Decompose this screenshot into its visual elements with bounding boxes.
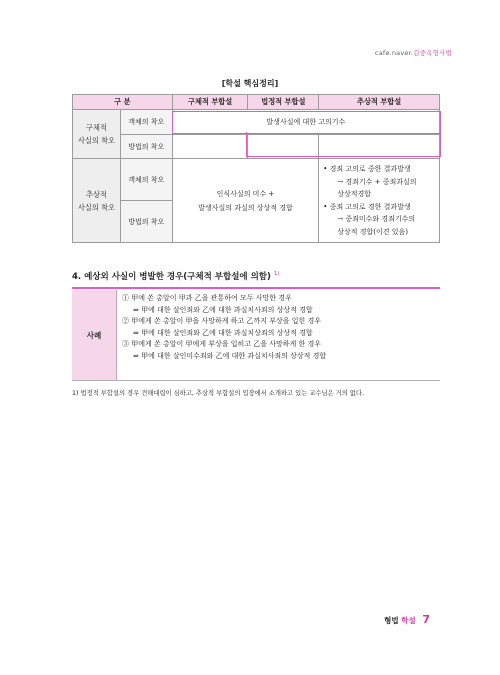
section-divider <box>72 287 440 289</box>
footnote-ref: 1) <box>273 271 280 278</box>
empty-cell <box>172 135 248 159</box>
site-name: 김중옥형사법 <box>413 49 452 57</box>
highlight-box-top <box>172 111 441 134</box>
example-bottom-rule <box>72 380 440 381</box>
example-body: ① 甲에 쏜 총알이 甲과 乙을 관통하여 모두 사망한 경우 ⇒ 甲에 대한 살인죄와 乙에 대한 과실치사죄의 상상적 경합 ② 甲에게 쏜 총알이 甲을 사망하게 하고 乙까지 부상을 입힌 경우 ⇒ 甲에 대한 살인죄와 乙에 대한 과실치상죄의 상상적 경합 ③ 甲에게 쏜 총알이 甲에게 부상을 입히고 乙을 사망하게 한 경우 ⇒ 甲에 대한 살인미수죄와 乙에 대한 과실치사죄의 상상적 경합 <box>122 293 437 363</box>
bullet-item: • 경죄 고의로 중한 결과발생 <box>323 165 411 173</box>
table-header-row <box>73 95 440 110</box>
footer-topic: 학설 <box>401 616 416 625</box>
merged-result-concrete: 발생사실에 대한 고의기수 <box>172 110 439 135</box>
sub-object-error: 객체의 착오 <box>120 110 172 135</box>
sub-method-error-2: 방법의 착오 <box>120 201 172 243</box>
group-abstract-fact: 추상적 사실의 착오 <box>73 159 121 243</box>
page-number: 7 <box>422 613 430 626</box>
merged-result-abstract: 인식사실의 미수 + 발생사실의 과실의 상상적 경합 <box>172 159 319 243</box>
list-item: ① 甲에 쏜 총알이 甲과 乙을 관통하여 모두 사망한 경우 <box>122 294 292 302</box>
highlight-box-bottom <box>246 132 441 157</box>
bullet-item: • 중죄 고의로 경한 결과발생 <box>323 202 411 211</box>
example-box <box>72 290 440 380</box>
header-legal: 법정적 부합설 <box>248 95 319 110</box>
list-item: ② 甲에게 쏜 총알이 甲을 사망하게 하고 乙까지 부상을 입힌 경우 <box>122 317 322 326</box>
footnote: 1) 법정적 부합설의 경우 견해대립이 심하고, 추상적 부합설의 입장에서 소개하고 있는 교수님은 거의 없다. <box>72 390 364 397</box>
section-title: [학설 핵심정리] <box>221 79 279 88</box>
group-concrete-fact: 구체적 사실의 착오 <box>73 110 121 159</box>
footer-subject: 형법 <box>384 616 399 625</box>
sub-method-error: 방법의 착오 <box>120 135 172 159</box>
abstract-theory-bullets: • 경죄 고의로 중한 결과발생 → 경죄기수 + 중죄과실의 상상적경합 • 중죄 고의로 경한 결과발생 → 중죄미수와 경죄기수의 상상적 경합(이견 있음) <box>319 159 440 243</box>
table-row <box>73 159 440 201</box>
header-concrete: 구체적 부합설 <box>172 95 248 110</box>
sub-object-error-2: 객체의 착오 <box>120 159 172 201</box>
site-prefix: cafe.naver. <box>374 49 414 57</box>
header-abstract: 추상적 부합설 <box>319 95 440 110</box>
page-footer <box>384 613 430 626</box>
site-header <box>375 48 452 57</box>
list-item: ③ 甲에게 쏜 총알이 甲에게 부상을 입히고 乙을 사망하게 한 경우 <box>122 340 322 349</box>
header-category: 구 분 <box>73 95 173 110</box>
section4-title: 4. 예상외 사실이 병발한 경우(구체적 부합설에 의함) $^{1)}$ <box>72 271 280 282</box>
example-label: 사례 <box>72 290 117 380</box>
